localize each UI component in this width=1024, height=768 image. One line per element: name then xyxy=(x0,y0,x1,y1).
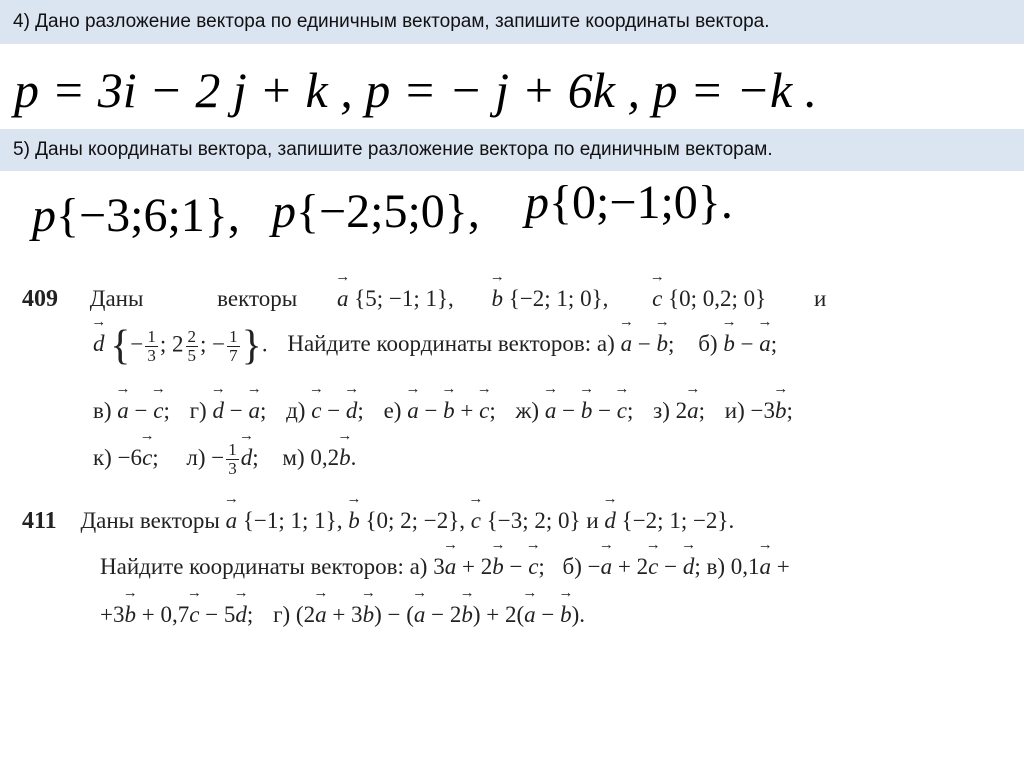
fraction: $\frac{2}{5}$ xyxy=(187,326,197,365)
vector-c: → c xyxy=(471,508,481,534)
task4-heading: 4) Дано разложение вектора по единичным векторам, запишите координаты вектора. xyxy=(0,0,1024,44)
vector-d: → d xyxy=(235,602,247,628)
vector-d: → d xyxy=(683,554,695,580)
task5-formula-c: p{0;−1;0}. xyxy=(525,176,733,229)
problem-number: 409 xyxy=(22,286,58,312)
vector-c: → c xyxy=(652,286,662,312)
vector-a: → a xyxy=(759,331,771,357)
label-g: г) xyxy=(189,398,207,423)
label-v: в) xyxy=(93,398,112,423)
vector-a: → a xyxy=(445,554,457,580)
vector-a: → a xyxy=(621,331,633,357)
vector-c: → c xyxy=(479,398,489,424)
coords-b: {0; 2; −2}, xyxy=(365,508,466,533)
fraction: $\frac{1}{3}$ xyxy=(147,326,156,365)
vector-b: → b xyxy=(348,508,360,534)
vector-a: → a xyxy=(760,554,772,580)
vector-b: → b xyxy=(581,398,593,424)
coords-c: {0; 0,2; 0} xyxy=(668,286,767,311)
problem-409-line-4: к) −6→ c; л) − $\frac{1}{3}$ → d; м) 0,2→ b. xyxy=(93,441,356,478)
text: Найдите координаты векторов: а) 3 xyxy=(100,554,445,579)
label-k: к) −6 xyxy=(93,444,143,470)
vector-a: → a xyxy=(226,508,238,534)
vector-b: → b xyxy=(492,286,504,312)
problem-409-line-1 xyxy=(22,286,826,313)
task5-formula-b: p{−2;5;0}, xyxy=(272,185,480,238)
vector-a: → a xyxy=(315,602,327,628)
vector-b: → b xyxy=(124,602,136,628)
vector-c: → c xyxy=(648,554,658,580)
text: Даны векторы xyxy=(80,508,220,533)
vector-a: → a xyxy=(414,602,426,628)
coords-b: {−2; 1; 0}, xyxy=(508,286,609,311)
vector-a: → a xyxy=(117,398,129,424)
vector-d: → d xyxy=(212,398,224,424)
vector-d: → d xyxy=(604,508,616,534)
problem-409-line-2: → d {− $\frac{1}{3}$ ; 2 $\frac{2}{5}$ ; − $\frac{1}{7}$ }. Найдите координаты векторов: а) → a − → b; б) → b − → a; xyxy=(93,322,777,370)
label-z: з) 2 xyxy=(653,398,688,423)
close-brace: } xyxy=(241,323,262,369)
label-l: л) − xyxy=(186,444,225,470)
label-zh: ж) xyxy=(515,398,540,423)
problem-409-line-3: в) → a − → c; г) → d − → a; д) → c − → d; е) → a − → b + → c; ж) → a − → b − → c; з) 2→ a; и) −3→ b; xyxy=(93,398,793,424)
vector-a: → a xyxy=(545,398,557,424)
coords-d: {−2; 1; −2}. xyxy=(621,508,735,533)
fraction: $\frac{1}{7}$ xyxy=(229,326,238,365)
vector-a: → a xyxy=(248,398,260,424)
text: б) xyxy=(698,331,718,357)
vector-a: → a xyxy=(337,286,349,312)
vector-d: → d xyxy=(241,445,253,471)
problem-411-line-1 xyxy=(22,508,734,535)
vector-c: → c xyxy=(142,445,152,471)
text: и xyxy=(813,286,827,311)
text: и xyxy=(586,508,599,533)
text: ; 2 xyxy=(159,331,184,357)
label-i: и) −3 xyxy=(724,398,775,423)
text: Даны xyxy=(89,286,144,311)
vector-b: → b xyxy=(461,602,473,628)
vector-a: → a xyxy=(687,398,699,424)
label-d: д) xyxy=(286,398,306,423)
vector-a: → a xyxy=(524,602,536,628)
task4-formula: p = 3i − 2 j + k , p = − j + 6k , p = −k . xyxy=(14,62,818,118)
vector-b: → b xyxy=(657,331,669,357)
label-b: б) − xyxy=(562,554,601,579)
task5-formula-a: p{−3;6;1}, xyxy=(32,189,240,242)
vector-b: → b xyxy=(492,554,504,580)
vector-c: → c xyxy=(617,398,627,424)
vector-b: → b xyxy=(443,398,455,424)
coords-c: {−3; 2; 0} xyxy=(486,508,581,533)
fraction: $\frac{1}{3}$ xyxy=(228,440,237,478)
vector-c: → c xyxy=(153,398,163,424)
vector-a: → a xyxy=(407,398,419,424)
problem-number: 411 xyxy=(22,508,57,534)
coords-a: {−1; 1; 1}, xyxy=(242,508,343,533)
vector-c: → c xyxy=(311,398,321,424)
label-v: в) 0,1 xyxy=(706,554,760,579)
vector-c: → c xyxy=(189,602,199,628)
label-g: г) xyxy=(273,602,291,627)
vector-b: → b xyxy=(363,602,375,628)
vector-c: → c xyxy=(528,554,538,580)
task5-heading: 5) Даны координаты вектора, запишите разложение вектора по единичным векторам. xyxy=(0,129,1024,171)
label-e: е) xyxy=(383,398,402,423)
vector-d: → d xyxy=(346,398,358,424)
vector-b: → b xyxy=(560,602,572,628)
vector-b: → b xyxy=(775,398,787,424)
text: векторы xyxy=(217,286,298,311)
problem-411-line-3: +3→ b + 0,7→ c − 5→ d; г) (2→ a + 3→ b) − (→ a − 2→ b) + 2(→ a − → b). xyxy=(100,602,585,628)
text: Найдите координаты векторов: а) xyxy=(287,331,615,357)
vector-b: → b xyxy=(723,331,735,357)
label-m: м) 0,2 xyxy=(282,444,340,470)
vector-a: → a xyxy=(601,554,613,580)
vector-d: → d xyxy=(93,331,105,357)
vector-b: → b xyxy=(339,445,351,471)
problem-411-line-2: Найдите координаты векторов: а) 3→ a + 2→ b − → c; б) −→ a + 2→ c − → d; в) 0,1→ a + xyxy=(100,554,790,580)
open-brace: { xyxy=(110,323,131,369)
coords-a: {5; −1; 1}, xyxy=(354,286,454,311)
